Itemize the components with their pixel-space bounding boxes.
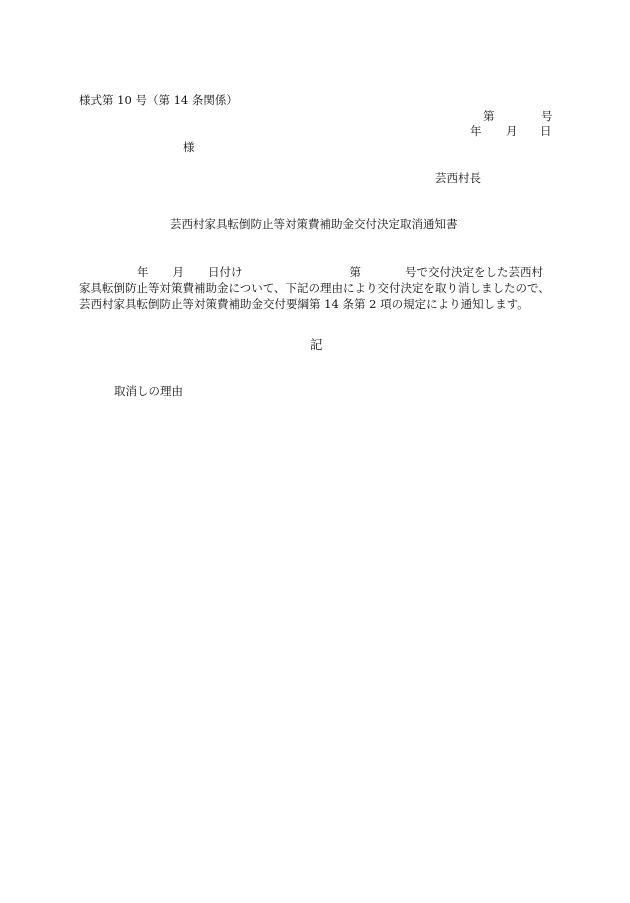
- ki-heading: 記: [310, 337, 323, 352]
- body-year-label: 年: [137, 265, 149, 279]
- body-dai-label: 第: [349, 265, 361, 279]
- date-year-label: 年: [470, 124, 482, 138]
- recipient-honorific: 様: [183, 140, 195, 154]
- cancellation-reason-label: 取消しの理由: [114, 384, 183, 398]
- body-line-3: 芸西村家具転倒防止等対策費補助金交付要綱第 14 条第 2 項の規定により通知します。: [79, 297, 529, 311]
- issuer-name: 芸西村長: [435, 171, 481, 185]
- document-number-suffix: 号: [541, 109, 553, 123]
- body-month-label: 月: [172, 265, 184, 279]
- date-day-label: 日: [540, 124, 552, 138]
- document-title: 芸西村家具転倒防止等対策費補助金交付決定取消通知書: [170, 217, 458, 231]
- document-number-prefix: 第: [483, 109, 495, 123]
- body-line-1: [79, 264, 559, 280]
- form-number: 様式第 10 号（第 14 条関係）: [79, 93, 238, 107]
- body-paragraph: [79, 264, 559, 312]
- date-month-label: 月: [506, 124, 518, 138]
- body-line-1-rest: 号で交付決定をした芸西村: [405, 265, 543, 279]
- body-line-2: 家具転倒防止等対策費補助金について、下記の理由により交付決定を取り消しましたので、: [79, 281, 550, 295]
- body-date-label: 日付け: [208, 265, 243, 279]
